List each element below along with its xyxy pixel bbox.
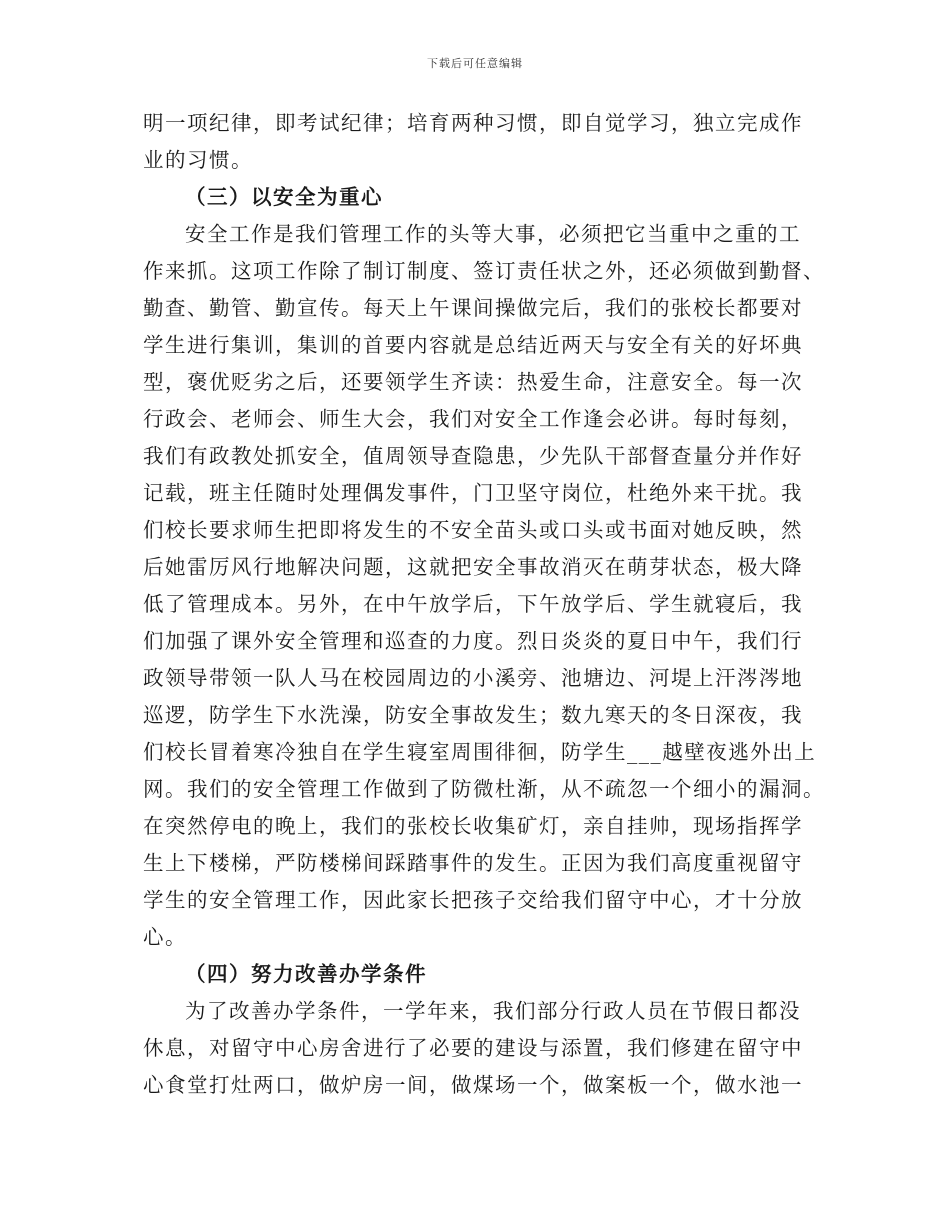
text-line: 休息，对留守中心房舍进行了必要的建设与添置，我们修建在留守中	[143, 1036, 803, 1060]
text-line: 作来抓。这项工作除了制订制度、签订责任状之外，还必须做到勤督、	[143, 259, 825, 283]
text-line: 勤查、勤管、勤宣传。每天上午课间操做完后，我们的张校长都要对	[143, 296, 803, 320]
text-line: 政领导带领一队人马在校园周边的小溪旁、池塘边、河堤上汗涔涔地	[143, 666, 803, 690]
text-line: 心食堂打灶两口，做炉房一间，做煤场一个，做案板一个，做水池一	[143, 1073, 803, 1097]
text-line: 业的习惯。	[143, 148, 253, 172]
text-line: 心。	[143, 925, 187, 949]
text-line: 们加强了课外安全管理和巡查的力度。烈日炎炎的夏日中午，我们行	[143, 629, 803, 653]
page-header: 下载后可任意编辑	[427, 57, 523, 70]
text-line: 巡逻，防学生下水洗澡，防安全事故发生；数九寒天的冬日深夜，我	[143, 703, 803, 727]
text-line: 为了改善办学条件，一学年来，我们部分行政人员在节假日都没	[185, 999, 801, 1023]
text-line: 后她雷厉风行地解决问题，这就把安全事故消灭在萌芽状态，极大降	[143, 555, 803, 579]
text-line: 生上下楼梯，严防楼梯间踩踏事件的发生。正因为我们高度重视留守	[143, 851, 803, 875]
text-line: 们校长要求师生把即将发生的不安全苗头或口头或书面对她反映，然	[143, 518, 803, 542]
text-line: 明一项纪律，即考试纪律；培育两种习惯，即自觉学习，独立完成作	[143, 111, 803, 135]
paragraph-continued	[143, 105, 813, 179]
section-heading-conditions: （四）努力改善办学条件	[185, 962, 427, 986]
text-line: 型，褒优贬劣之后，还要领学生齐读：热爱生命，注意安全。每一次	[143, 370, 803, 394]
text-line: 在突然停电的晚上，我们的张校长收集矿灯，亲自挂帅，现场指挥学	[143, 814, 803, 838]
text-line: 记载，班主任随时处理偶发事件，门卫坚守岗位，杜绝外来干扰。我	[143, 481, 803, 505]
section-heading-safety: （三）以安全为重心	[185, 185, 383, 209]
text-line: 我们有政教处抓安全，值周领导查隐患，少先队干部督查量分并作好	[143, 444, 803, 468]
text-line: 学生进行集训，集训的首要内容就是总结近两天与安全有关的好坏典	[143, 333, 803, 357]
text-line: 低了管理成本。另外，在中午放学后，下午放学后、学生就寝后，我	[143, 592, 803, 616]
paragraph-conditions	[143, 993, 813, 1104]
text-line: 们校长冒着寒冷独自在学生寝室周围徘徊，防学生___越壁夜逃外出上	[143, 740, 817, 764]
text-line: 学生的安全管理工作，因此家长把孩子交给我们留守中心，才十分放	[143, 888, 803, 912]
document-body	[143, 105, 825, 1104]
text-line: 行政会、老师会、师生大会，我们对安全工作逢会必讲。每时每刻，	[143, 407, 803, 431]
paragraph-safety	[143, 216, 825, 956]
text-line: 网。我们的安全管理工作做到了防微杜渐，从不疏忽一个细小的漏洞。	[143, 777, 825, 801]
text-line: 安全工作是我们管理工作的头等大事，必须把它当重中之重的工	[185, 222, 801, 246]
